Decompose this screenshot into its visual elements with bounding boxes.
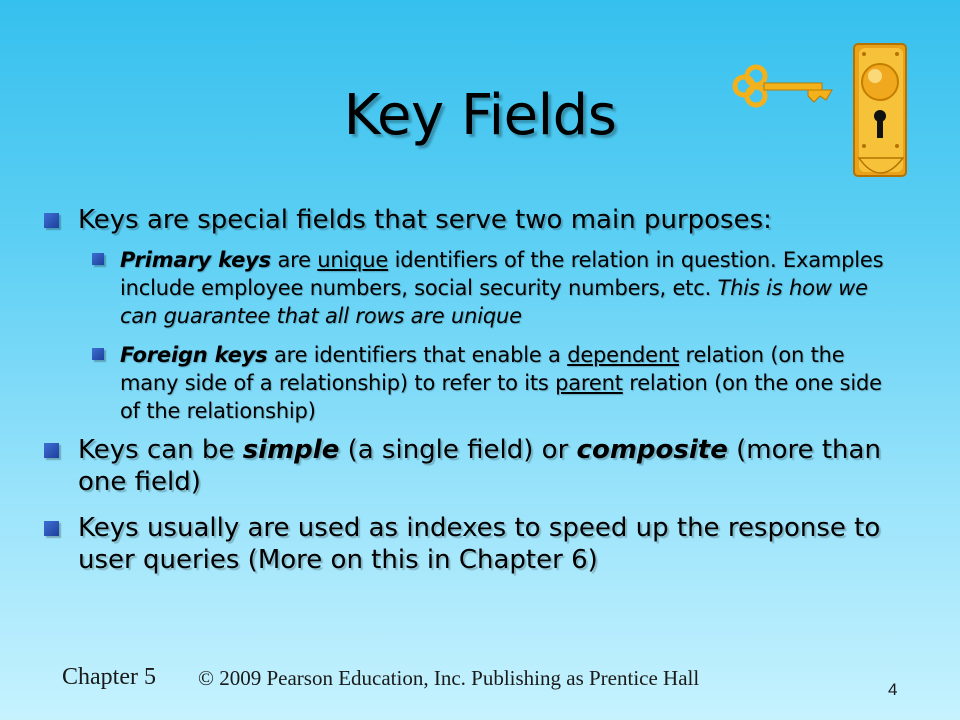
term-unique: unique	[317, 248, 389, 272]
bullet-text: Keys usually are used as indexes to speed up the response to user queries (More on this in Chapter 6)	[78, 513, 881, 575]
text-fragment: are	[270, 248, 318, 272]
text-fragment: are identifiers that enable a	[267, 343, 568, 367]
text-fragment: (a single field) or	[339, 435, 577, 465]
text-fragment: Keys can be	[78, 435, 243, 465]
sub-bullet-text	[120, 341, 892, 425]
bullet-square-icon	[44, 213, 59, 228]
term-primary-keys: Primary keys	[120, 248, 271, 272]
bullet-simple-composite	[44, 434, 904, 498]
page-number: 4	[888, 680, 898, 699]
key-and-lock-illustration	[726, 38, 916, 188]
text-fragment: (more than one field)	[78, 435, 881, 497]
term-dependent: dependent	[567, 343, 679, 367]
bullet-keys-purposes	[44, 204, 904, 236]
text-fragment: identifiers of the relation in question. Examples include employee numbers, social security numbers, etc.	[120, 248, 884, 300]
bullet-square-icon	[92, 253, 104, 265]
sub-bullet-foreign-keys	[92, 341, 892, 425]
term-composite: composite	[576, 435, 728, 465]
slide-title: Key Fields	[343, 83, 617, 148]
sub-bullet-primary-keys	[92, 246, 892, 330]
footer-copyright: © 2009 Pearson Education, Inc. Publishing as Prentice Hall	[198, 666, 700, 690]
bullet-square-icon	[44, 521, 59, 536]
text-fragment: relation (on the many side of a relationship) to refer to its	[120, 343, 845, 395]
sub-bullet-text	[120, 246, 892, 330]
bullet-indexes	[44, 512, 904, 576]
text-fragment: relation (on the one side of the relationship)	[120, 371, 882, 423]
term-parent: parent	[555, 371, 623, 395]
term-foreign-keys: Foreign keys	[120, 343, 268, 367]
footer-chapter: Chapter 5	[62, 664, 156, 690]
bullet-square-icon	[44, 443, 59, 458]
bullet-square-icon	[92, 348, 104, 360]
bullet-text: Keys are special fields that serve two main purposes:	[78, 205, 772, 235]
keyhole-plate-icon	[854, 44, 906, 176]
note-unique-rows: This is how we can guarantee that all rows are unique	[120, 276, 868, 328]
bullet-text	[78, 434, 904, 498]
term-simple: simple	[242, 435, 340, 465]
key-icon	[735, 67, 832, 105]
